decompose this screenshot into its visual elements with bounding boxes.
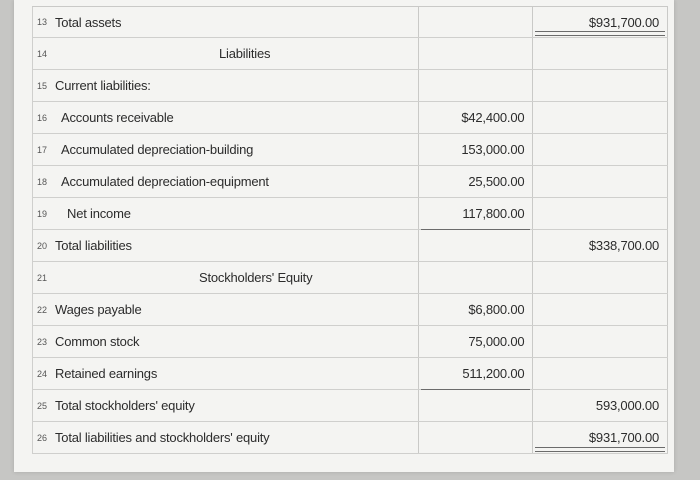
description-cell[interactable] [33, 422, 419, 453]
row-number: 23 [37, 336, 48, 347]
description-cell[interactable] [33, 198, 419, 229]
balance-sheet-table [32, 6, 668, 454]
row-number: 18 [37, 176, 48, 187]
amount-cell[interactable] [419, 70, 534, 101]
worksheet [14, 0, 674, 472]
amount-value: 117,800.00 [462, 206, 525, 221]
row-label: Accumulated depreciation-building [61, 142, 254, 157]
row-number: 25 [37, 400, 48, 411]
row-number: 16 [37, 112, 48, 123]
row-label: Retained earnings [55, 366, 158, 381]
table-row-total-liabilities-equity [32, 422, 668, 454]
table-row-total-liabilities [32, 230, 668, 262]
description-cell[interactable] [33, 294, 419, 325]
row-number: 17 [37, 144, 48, 155]
description-cell[interactable] [33, 102, 419, 133]
table-row-liabilities-header [32, 38, 668, 70]
description-cell[interactable] [33, 326, 419, 357]
total-value: 593,000.00 [595, 398, 659, 413]
amount-cell[interactable] [419, 230, 534, 261]
total-cell[interactable] [533, 134, 668, 165]
row-number: 13 [37, 17, 48, 27]
amount-cell[interactable] [419, 262, 534, 293]
row-number: 20 [37, 240, 48, 251]
amount-cell[interactable] [419, 294, 534, 325]
total-cell[interactable] [533, 102, 668, 133]
description-cell[interactable] [33, 166, 419, 197]
description-cell[interactable] [33, 358, 419, 389]
row-label: Wages payable [55, 302, 142, 317]
table-row-equity-header [32, 262, 668, 294]
description-cell[interactable] [33, 390, 419, 421]
row-label: Accounts receivable [61, 110, 174, 125]
total-cell[interactable] [533, 422, 668, 453]
table-row-accum-dep-equipment [32, 166, 668, 198]
row-label: Accumulated depreciation-equipment [61, 174, 269, 189]
amount-cell[interactable] [419, 358, 534, 389]
total-cell[interactable] [533, 358, 668, 389]
description-cell[interactable] [33, 134, 419, 165]
amount-cell[interactable] [419, 390, 534, 421]
total-cell[interactable] [533, 390, 668, 421]
row-label: Total assets [55, 14, 122, 30]
amount-cell[interactable] [419, 102, 534, 133]
table-row-wages-payable [32, 294, 668, 326]
table-row-common-stock [32, 326, 668, 358]
amount-value: $42,400.00 [461, 110, 525, 125]
row-label: Total liabilities [55, 238, 132, 253]
row-label: Net income [67, 206, 131, 221]
total-cell[interactable] [533, 166, 668, 197]
total-cell[interactable] [533, 198, 668, 229]
row-label: Total liabilities and stockholders' equity [55, 430, 270, 445]
description-cell[interactable] [33, 230, 419, 261]
total-cell[interactable] [533, 70, 668, 101]
description-cell[interactable] [33, 7, 419, 37]
double-underline [535, 31, 665, 36]
row-number: 22 [37, 304, 48, 315]
total-cell[interactable] [533, 230, 668, 261]
total-cell[interactable] [533, 294, 668, 325]
amount-cell[interactable] [419, 134, 534, 165]
table-row-accum-dep-building [32, 134, 668, 166]
total-cell[interactable] [533, 38, 668, 69]
amount-value: 153,000.00 [461, 142, 525, 157]
total-value: $338,700.00 [588, 238, 659, 253]
section-header: Stockholders' Equity [199, 270, 313, 285]
amount-cell[interactable] [419, 38, 534, 69]
row-number: 24 [37, 368, 48, 379]
description-cell[interactable] [33, 38, 419, 69]
amount-value: 75,000.00 [468, 334, 525, 349]
row-number: 14 [37, 48, 48, 59]
total-cell[interactable] [533, 262, 668, 293]
row-number: 21 [37, 272, 48, 283]
double-underline [535, 447, 665, 452]
amount-cell[interactable] [419, 326, 534, 357]
description-cell[interactable] [33, 70, 419, 101]
amount-value: $6,800.00 [468, 302, 525, 317]
total-value: $931,700.00 [588, 14, 659, 30]
amount-value: 25,500.00 [468, 174, 525, 189]
row-number: 26 [37, 432, 48, 443]
table-row-net-income [32, 198, 668, 230]
row-label: Total stockholders' equity [55, 398, 195, 413]
row-label: Common stock [55, 334, 140, 349]
total-cell[interactable] [533, 326, 668, 357]
amount-cell[interactable] [419, 7, 534, 37]
row-number: 19 [37, 208, 48, 219]
table-row-accounts-receivable [32, 102, 668, 134]
description-cell[interactable] [33, 262, 419, 293]
total-value: $931,700.00 [588, 430, 659, 445]
amount-cell[interactable] [419, 198, 534, 229]
table-row-retained-earnings [32, 358, 668, 390]
amount-value: 511,200.00 [462, 366, 525, 381]
table-row-total-assets [32, 7, 668, 38]
amount-cell[interactable] [419, 166, 534, 197]
section-header: Liabilities [219, 46, 271, 61]
table-row-total-equity [32, 390, 668, 422]
row-label: Current liabilities: [55, 78, 151, 93]
amount-cell[interactable] [419, 422, 534, 453]
table-row-current-liabilities [32, 70, 668, 102]
row-number: 15 [37, 80, 48, 91]
total-cell[interactable] [533, 7, 668, 37]
